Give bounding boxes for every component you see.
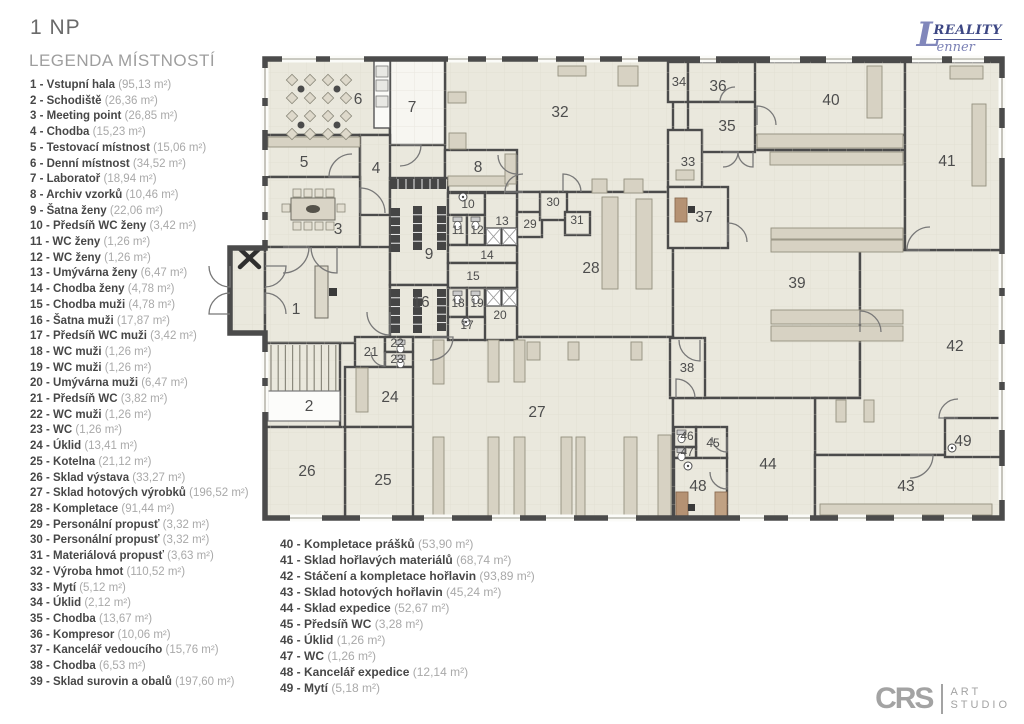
logo-studio-text: STUDIO xyxy=(950,699,1010,711)
room-label-15: 15 xyxy=(466,269,480,283)
legend-item-name: 41 - Sklad hořlavých materiálů xyxy=(280,553,453,567)
room-label-36: 36 xyxy=(709,78,727,95)
room-label-43: 43 xyxy=(897,478,915,495)
room-label-33: 33 xyxy=(680,154,696,169)
legend-item-name: 31 - Materiálová propusť xyxy=(30,550,164,563)
legend-item-name: 26 - Sklad výstava xyxy=(30,471,130,484)
room-label-23: 23 xyxy=(390,352,404,366)
legend-item-name: 29 - Personální propusť xyxy=(30,518,160,531)
legend-item-area: (5,12 m²) xyxy=(76,581,126,594)
legend-item-area: (15,23 m²) xyxy=(89,126,146,139)
room-label-35: 35 xyxy=(718,118,736,135)
room-label-45: 45 xyxy=(706,436,720,450)
room-label-37: 37 xyxy=(695,209,713,226)
legend-item-name: 45 - Předsíň WC xyxy=(280,617,372,631)
room-label-30: 30 xyxy=(546,195,560,209)
legend-item-area: (13,67 m²) xyxy=(95,612,153,625)
legend-item-area: (3,63 m²) xyxy=(163,550,214,563)
legend-item-area: (91,44 m²) xyxy=(118,502,175,515)
room-label-12: 12 xyxy=(470,223,484,237)
legend-item-name: 6 - Denní místnost xyxy=(30,157,130,170)
room-label-24: 24 xyxy=(381,389,399,406)
legend-item-area: (10,46 m²) xyxy=(122,188,179,201)
legend-item-area: (52,67 m²) xyxy=(390,601,450,615)
legend-item-name: 22 - WC muži xyxy=(30,408,102,421)
room-label-3: 3 xyxy=(333,221,343,238)
legend-item-area: (6,47 m²) xyxy=(137,267,188,280)
legend-item-area: (3,42 m²) xyxy=(146,220,197,233)
room-label-1: 1 xyxy=(291,301,301,318)
legend-item-name: 28 - Kompletace xyxy=(30,502,119,515)
legend-item-name: 33 - Mytí xyxy=(30,581,77,594)
legend-item-area: (1,26 m²) xyxy=(72,424,123,437)
room-label-38: 38 xyxy=(679,360,695,375)
legend-item-area: (3,82 m²) xyxy=(117,393,168,406)
legend-item-area: (4,78 m²) xyxy=(124,283,175,296)
legend-item-name: 3 - Meeting point xyxy=(30,110,122,123)
legend-item-area: (95,13 m²) xyxy=(115,79,172,91)
reality-lenner-logo xyxy=(916,15,1002,55)
legend-item-area: (6,53 m²) xyxy=(95,660,146,673)
legend-item-area: (15,06 m²) xyxy=(149,141,207,154)
legend-item-area: (26,36 m²) xyxy=(101,94,158,107)
legend-item-area: (10,06 m²) xyxy=(114,628,171,641)
legend-item-name: 15 - Chodba muži xyxy=(30,298,126,311)
logo-divider xyxy=(941,684,943,714)
legend-item-area: (68,74 m²) xyxy=(452,553,512,567)
legend-item-name: 35 - Chodba xyxy=(30,612,96,625)
room-label-48: 48 xyxy=(689,478,707,495)
legend-item-area: (3,32 m²) xyxy=(159,534,210,547)
legend-item-name: 10 - Předsíň WC ženy xyxy=(30,220,147,233)
room-label-34: 34 xyxy=(671,74,687,89)
room-label-11: 11 xyxy=(451,223,465,237)
legend-item-area: (53,90 m²) xyxy=(414,537,474,551)
legend-item-area: (17,87 m²) xyxy=(113,314,170,327)
legend-item-name: 18 - WC muži xyxy=(30,345,102,358)
crs-art-studio-logo xyxy=(875,684,1010,714)
legend-item-area: (196,52 m²) xyxy=(185,487,249,500)
room-label-40: 40 xyxy=(822,92,840,109)
legend-item-area: (6,47 m²) xyxy=(138,377,188,390)
legend-item-name: 16 - Šatna muži xyxy=(30,314,114,327)
legend-item-name: 24 - Úklid xyxy=(30,440,82,453)
legend-item-area: (3,32 m²) xyxy=(159,518,210,531)
room-label-27: 27 xyxy=(528,404,546,421)
logo-art-text: ART xyxy=(950,686,982,698)
legend-item-area: (3,42 m²) xyxy=(146,330,197,343)
room-label-17: 17 xyxy=(460,318,474,332)
room-label-8: 8 xyxy=(473,159,483,176)
room-label-7: 7 xyxy=(407,99,417,116)
legend-item-name: 39 - Sklad surovin a obalů xyxy=(30,675,172,688)
legend-title: LEGENDA MÍSTNOSTÍ xyxy=(29,51,216,70)
room-label-14: 14 xyxy=(480,248,494,262)
room-label-47: 47 xyxy=(680,445,694,459)
legend-item-name: 4 - Chodba xyxy=(30,126,90,139)
legend-item-name: 13 - Umývárna ženy xyxy=(30,267,138,280)
legend-item-name: 48 - Kancelář expedice xyxy=(280,665,410,679)
legend-item-area: (12,14 m²) xyxy=(409,665,469,679)
room-label-29: 29 xyxy=(523,217,537,231)
legend-item-name: 46 - Úklid xyxy=(280,633,334,647)
logo-reality-text: REALITY xyxy=(933,23,1002,38)
legend-item-area: (45,24 m²) xyxy=(442,585,502,599)
legend-item-name: 37 - Kancelář vedoucího xyxy=(30,644,163,657)
room-label-32: 32 xyxy=(551,104,569,121)
legend-item-name: 27 - Sklad hotových výrobků xyxy=(30,487,186,500)
room-label-18: 18 xyxy=(451,296,465,310)
legend-item-name: 14 - Chodba ženy xyxy=(30,283,125,296)
legend-item-name: 5 - Testovací místnost xyxy=(30,141,150,154)
legend-item-area: (22,06 m²) xyxy=(106,204,163,217)
room-label-25: 25 xyxy=(374,472,392,489)
logo-L-glyph: L xyxy=(916,15,941,55)
legend-item-area: (21,12 m²) xyxy=(95,455,152,468)
legend-item-area: (110,52 m²) xyxy=(123,565,186,578)
legend-item-name: 1 - Vstupní hala xyxy=(30,79,115,91)
room-label-41: 41 xyxy=(938,153,956,170)
legend-item-area: (1,26 m²) xyxy=(101,408,152,421)
legend-item-name: 9 - Šatna ženy xyxy=(30,204,107,217)
legend-item-name: 44 - Sklad expedice xyxy=(280,601,391,615)
legend-item-area: (33,27 m²) xyxy=(129,471,186,484)
room-label-6: 6 xyxy=(353,91,363,108)
legend-item-name: 21 - Předsíň WC xyxy=(30,393,118,406)
room-label-13: 13 xyxy=(495,214,509,228)
legend-item-name: 40 - Kompletace prášků xyxy=(280,537,415,551)
legend-item-name: 38 - Chodba xyxy=(30,660,96,673)
legend-item-area: (1,26 m²) xyxy=(333,633,386,647)
legend-item-name: 17 - Předsíň WC muži xyxy=(30,330,147,343)
legend-item-name: 25 - Kotelna xyxy=(30,455,96,468)
legend-item-name: 36 - Kompresor xyxy=(30,628,115,641)
room-label-2: 2 xyxy=(304,398,314,415)
legend-item-name: 19 - WC muži xyxy=(30,361,102,374)
room-label-10: 10 xyxy=(461,197,475,211)
kitchen-counter xyxy=(374,60,390,128)
room-label-26: 26 xyxy=(298,463,316,480)
legend-item-name: 32 - Výroba hmot xyxy=(30,565,124,578)
room-label-44: 44 xyxy=(759,456,777,473)
legend-item-area: (13,41 m²) xyxy=(81,440,138,453)
logo-crs-text: CRS xyxy=(875,682,933,715)
legend-item-name: 34 - Úklid xyxy=(30,597,82,610)
room-label-5: 5 xyxy=(299,154,309,171)
legend-item-area: (1,26 m²) xyxy=(324,649,377,663)
legend-item-area: (93,89 m²) xyxy=(476,569,535,583)
legend-item-name: 30 - Personální propusť xyxy=(30,534,160,547)
legend-item-name: 8 - Archiv vzorků xyxy=(30,188,123,201)
legend-item-area: (3,28 m²) xyxy=(371,617,424,631)
room-label-19: 19 xyxy=(470,296,484,310)
legend-item-name: 20 - Umývárna muži xyxy=(30,377,139,390)
legend-item-name: 23 - WC xyxy=(30,424,73,437)
room-label-16: 16 xyxy=(412,294,430,311)
room-label-4: 4 xyxy=(371,160,381,177)
room-label-28: 28 xyxy=(582,260,600,277)
legend-item-area: (26,85 m²) xyxy=(121,110,178,123)
room-label-21: 21 xyxy=(363,344,379,359)
page-title: 1 NP xyxy=(30,16,81,39)
legend-item-name: 11 - WC ženy xyxy=(30,236,101,249)
legend-item-name: 7 - Laboratoř xyxy=(30,173,101,186)
legend-item-area: (1,26 m²) xyxy=(100,236,151,249)
legend-item-name: 47 - WC xyxy=(280,649,325,663)
legend-item-name: 42 - Stáčení a kompletace hořlavin xyxy=(280,569,477,583)
legend-item-area: (197,60 m²) xyxy=(171,675,235,688)
legend-item-area: (1,26 m²) xyxy=(100,251,151,264)
room-label-20: 20 xyxy=(493,308,507,322)
legend-item-area: (2,12 m²) xyxy=(81,597,131,610)
legend-item-name: 43 - Sklad hotových hořlavin xyxy=(280,585,443,599)
room-label-42: 42 xyxy=(946,338,964,355)
legend-item-area: (1,26 m²) xyxy=(101,345,152,358)
room-label-39: 39 xyxy=(788,275,806,292)
room-label-9: 9 xyxy=(424,246,434,263)
legend-item-name: 49 - Mytí xyxy=(280,681,329,695)
logo-lenner-text: enner xyxy=(936,40,975,55)
legend-item-area: (15,76 m²) xyxy=(162,644,219,657)
legend-item-area: (4,78 m²) xyxy=(125,298,176,311)
legend-item-area: (1,26 m²) xyxy=(101,361,152,374)
room-label-31: 31 xyxy=(570,213,584,227)
legend-item-area: (18,94 m²) xyxy=(100,173,157,186)
room-label-46: 46 xyxy=(680,429,694,443)
room-label-49: 49 xyxy=(954,433,972,450)
legend-item-name: 2 - Schodiště xyxy=(30,94,102,107)
room-label-22: 22 xyxy=(390,336,404,350)
legend-item-area: (5,18 m²) xyxy=(328,681,381,695)
legend-item-area: (34,52 m²) xyxy=(129,157,186,170)
legend-item-name: 12 - WC ženy xyxy=(30,251,101,264)
